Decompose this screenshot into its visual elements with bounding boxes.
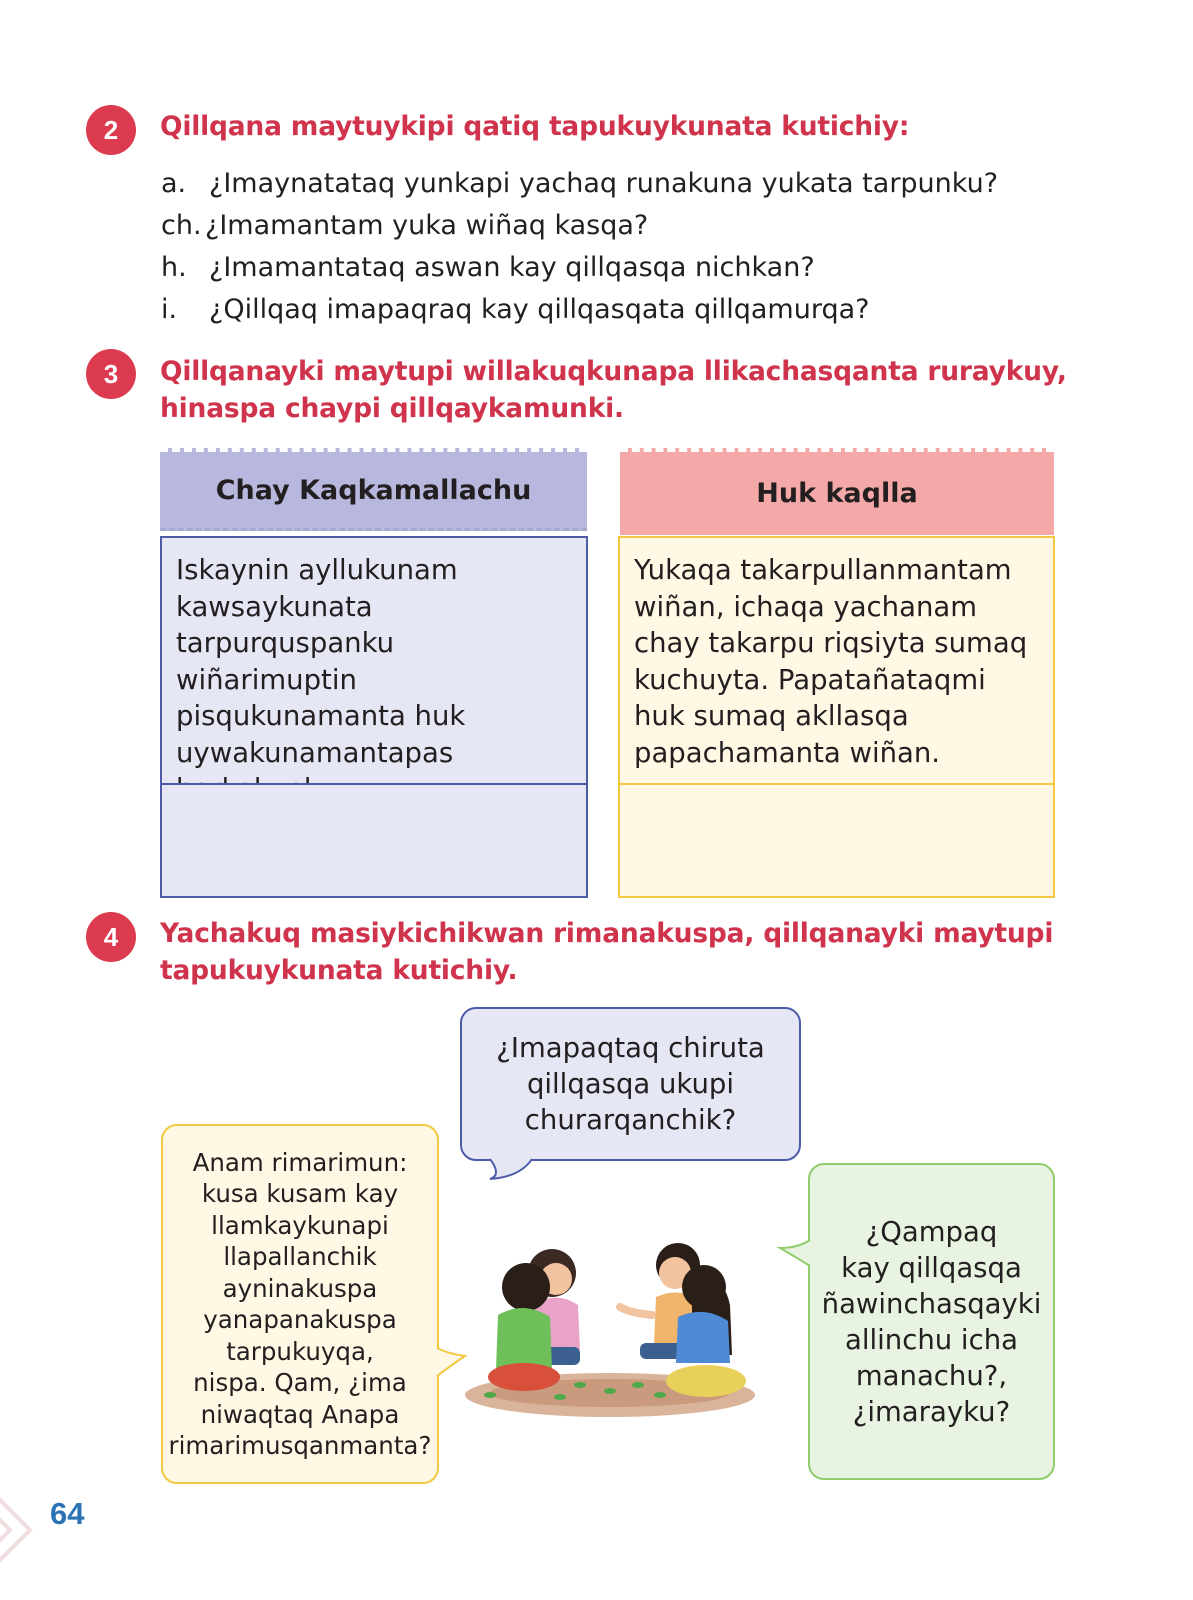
bubble-line: tarpukuyqa, xyxy=(226,1336,374,1366)
bubble-line: manachu?, xyxy=(855,1359,1008,1392)
question-item xyxy=(161,205,998,247)
cell-line: kawsaykunata xyxy=(176,590,373,623)
cell-line: papachamanta wiñan. xyxy=(634,736,941,769)
question-item xyxy=(161,163,998,205)
page-number: 64 xyxy=(50,1496,85,1531)
cell-line: chay takarpu riqsiyta sumaq xyxy=(634,627,1028,659)
question-text: ¿Imamantam yuka wiñaq kasqa? xyxy=(205,210,649,241)
bubble-line: ñawinchasqayki xyxy=(821,1287,1042,1320)
cell-line: wiñan, ichaqa yachanam xyxy=(634,590,978,623)
table-cell-left-text xyxy=(160,536,588,785)
bubble-line: yanapanakuspa xyxy=(203,1305,397,1334)
question-letter: ch. xyxy=(161,210,202,241)
table-cell-right-text xyxy=(618,536,1055,785)
decorative-corner-pattern xyxy=(0,1470,60,1600)
table-header-chay-kaqkamallachu: Chay Kaqkamallachu xyxy=(160,448,587,531)
bubble-line: kusa kusam kay xyxy=(201,1179,399,1208)
table-cell-left-answer[interactable] xyxy=(160,783,588,898)
speech-bubble-left xyxy=(161,1124,439,1484)
section-4-heading-line2: tapukuykunata kutichiy. xyxy=(160,955,518,986)
question-letter: i. xyxy=(161,294,178,325)
speech-bubble-top-tail xyxy=(480,1157,540,1183)
bubble-line: rimarimusqanmanta? xyxy=(168,1431,432,1460)
question-text: ¿Imaynatataq yunkapi yachaq runakuna yukata tarpunku? xyxy=(209,168,999,199)
cell-line: pisqukunamanta huk xyxy=(176,700,466,732)
section-3-heading-line1: Qillqanayki maytupi willakuqkunapa llikachasqanta ruraykuy, xyxy=(160,356,1067,387)
question-text: ¿Qillqaq imapaqraq kay qillqasqata qillqamurqa? xyxy=(209,294,870,325)
cell-line: uywakunamantapas xyxy=(176,736,454,769)
bubble-line: allinchu icha xyxy=(845,1323,1018,1356)
children-sitting-on-ground-planting-icon xyxy=(460,1235,760,1420)
bubble-line: Anam rimarimun: xyxy=(192,1147,408,1177)
bubble-line: ¿Imapaqtaq chiruta xyxy=(496,1032,765,1064)
bubble-line: ayninakuspa xyxy=(222,1273,378,1303)
speech-bubble-right-tail xyxy=(776,1236,812,1272)
bubble-line: nispa. Qam, ¿ima xyxy=(193,1368,407,1397)
section-number-4: 4 xyxy=(86,912,136,962)
question-list xyxy=(161,163,998,331)
table-header-huk-kaqlla: Huk kaqlla xyxy=(620,448,1054,535)
section-3-heading-line2: hinaspa chaypi qillqaykamunki. xyxy=(160,393,624,424)
cell-line: huk sumaq akllasqa xyxy=(634,700,909,732)
speech-bubble-right xyxy=(808,1163,1055,1480)
question-item xyxy=(161,289,998,331)
question-text: ¿Imamantataq aswan kay qillqasqa nichkan? xyxy=(209,252,815,283)
bubble-line: churarqanchik? xyxy=(524,1104,737,1136)
cell-line: Iskaynin ayllukunam xyxy=(176,554,458,586)
bubble-line: llamkaykunapi xyxy=(211,1210,389,1240)
section-number-2: 2 xyxy=(86,105,136,155)
bubble-line: ¿imarayku? xyxy=(852,1395,1011,1428)
question-letter: a. xyxy=(161,168,187,199)
speech-bubble-top xyxy=(460,1007,801,1161)
section-4-heading-line1: Yachakuq masiykichikwan rimanakuspa, qillqanayki maytupi xyxy=(160,918,1054,949)
question-letter: h. xyxy=(161,252,187,283)
bubble-line: niwaqtaq Anapa xyxy=(200,1399,400,1429)
section-number-3: 3 xyxy=(86,349,136,399)
bubble-line: ¿Qampaq xyxy=(865,1215,998,1248)
table-cell-right-answer[interactable] xyxy=(618,783,1055,898)
cell-line: Yukaqa takarpullanmantam xyxy=(634,554,1012,586)
cell-line: tarpurquspanku wiñarimuptin xyxy=(176,627,395,696)
bubble-line: kay qillqasqa xyxy=(841,1251,1022,1284)
section-2-heading: Qillqana maytuykipi qatiq tapukuykunata kutichiy: xyxy=(160,111,910,142)
question-item xyxy=(161,247,998,289)
bubble-line: qillqasqa ukupi xyxy=(526,1068,735,1100)
bubble-line: llapallanchik xyxy=(223,1242,377,1271)
cell-line: kuchuyta. Papatañataqmi xyxy=(634,663,986,696)
